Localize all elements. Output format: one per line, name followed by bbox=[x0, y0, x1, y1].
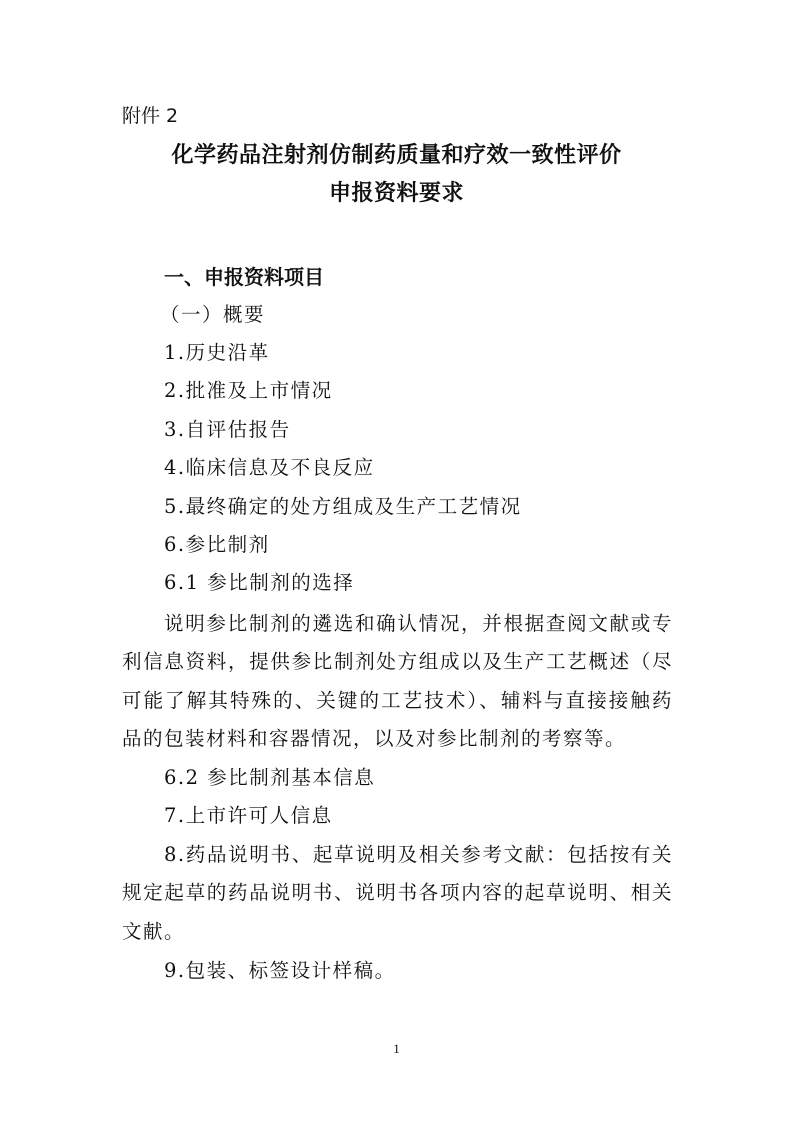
document-title-line-1: 化学药品注射剂仿制药质量和疗效一致性评价 bbox=[171, 143, 622, 168]
paragraph-line: 品的包装材料和容器情况，以及对参比制剂的考察等。 bbox=[122, 727, 627, 750]
attachment-label: 附件 2 bbox=[122, 105, 179, 127]
list-item-approval: 2.批准及上市情况 bbox=[164, 379, 333, 402]
section-heading: 一、申报资料项目 bbox=[164, 265, 324, 289]
list-item-reference-product: 6.参比制剂 bbox=[164, 533, 270, 556]
paragraph-line: 利信息资料，提供参比制剂处方组成以及生产工艺概述（尽 bbox=[122, 650, 673, 673]
list-item-reference-info: 6.2 参比制剂基本信息 bbox=[164, 766, 376, 789]
list-item-clinical-info: 4.临床信息及不良反应 bbox=[164, 456, 375, 479]
paragraph-line: 可能了解其特殊的、关键的工艺技术）、辅料与直接接触药 bbox=[122, 689, 673, 712]
list-item-reference-selection: 6.1 参比制剂的选择 bbox=[164, 571, 355, 594]
list-item-history: 1.历史沿革 bbox=[164, 341, 270, 364]
list-item-self-assessment: 3.自评估报告 bbox=[164, 418, 291, 441]
list-item-packaging: 9.包装、标签设计样稿。 bbox=[164, 959, 396, 982]
paragraph-line: 说明参比制剂的遴选和确认情况，并根据查阅文献或专 bbox=[164, 612, 673, 635]
list-item-holder-info: 7.上市许可人信息 bbox=[164, 804, 333, 827]
subsection-summary: （一）概要 bbox=[160, 303, 266, 326]
paragraph-line: 规定起草的药品说明书、说明书各项内容的起草说明、相关 bbox=[122, 881, 673, 904]
paragraph-line: 文献。 bbox=[122, 920, 186, 943]
page-number: 1 bbox=[393, 1041, 400, 1056]
paragraph-line: 8.药品说明书、起草说明及相关参考文献：包括按有关 bbox=[164, 843, 673, 866]
document-title-line-2: 申报资料要求 bbox=[328, 181, 464, 206]
list-item-formulation: 5.最终确定的处方组成及生产工艺情况 bbox=[164, 495, 522, 518]
